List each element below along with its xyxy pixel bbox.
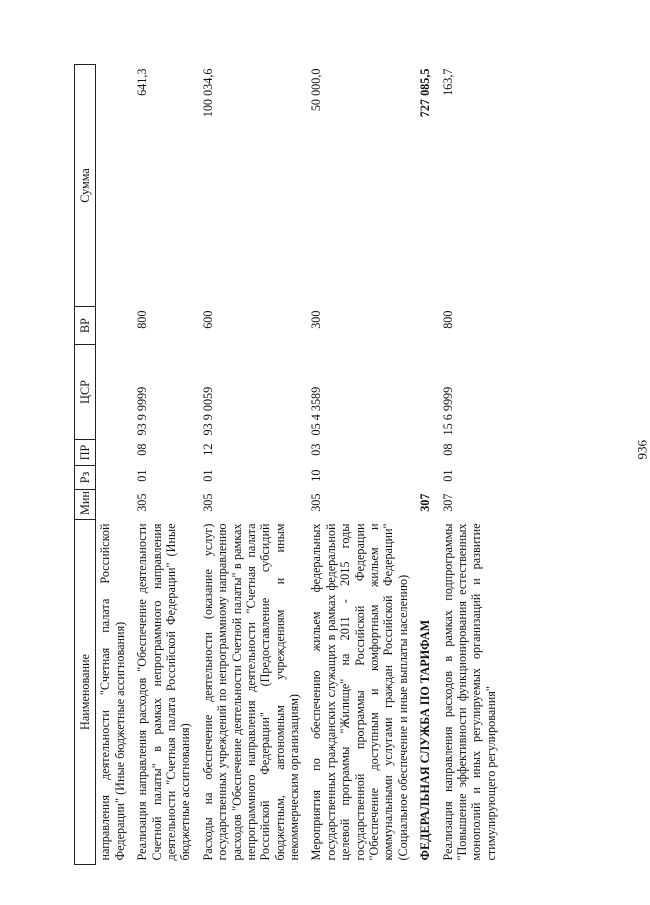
table-row [96, 65, 129, 865]
row-min-cell: 307 [440, 493, 455, 512]
row-csr-cell: 05 4 3589 [309, 386, 324, 436]
row-sum-cell: 163,7 [440, 68, 455, 96]
row-pr-cell: 08 [440, 443, 455, 456]
rotated-page-content [74, 65, 604, 865]
row-rz-cell [96, 466, 129, 490]
row-vr-cell [96, 307, 129, 345]
row-min-cell: 305 [135, 493, 150, 512]
row-sum-cell: 50 000,0 [309, 68, 324, 112]
row-name-cell: ФЕДЕРАЛЬНАЯ СЛУЖБА ПО ТАРИФАМ [418, 619, 433, 861]
row-pr-cell [96, 440, 129, 466]
row-vr-cell: 800 [135, 310, 150, 329]
row-rz-cell: 10 [309, 469, 324, 482]
row-csr-cell [96, 345, 129, 440]
table-row [303, 65, 412, 865]
row-rz-cell: 01 [135, 469, 150, 482]
table-header [75, 65, 96, 865]
row-min-cell: 307 [418, 493, 433, 512]
header-name: Наименование [75, 520, 96, 865]
header-rz: Рз [75, 466, 96, 490]
budget-table [74, 64, 500, 865]
row-vr-cell: 600 [200, 310, 215, 329]
table-body [96, 65, 500, 865]
row-pr-cell: 12 [200, 443, 215, 456]
header-sum: Сумма [75, 65, 96, 307]
row-min-cell [96, 490, 129, 520]
row-name-cell: направления деятельности "Счетная палата Российской Федерации" (Иные бюджетные ассигнования) [98, 523, 127, 861]
header-pr: ПР [75, 440, 96, 466]
table-row [412, 65, 434, 865]
row-pr-cell: 03 [309, 443, 324, 456]
row-pr-cell [412, 440, 434, 466]
row-pr-cell: 08 [135, 443, 150, 456]
row-min-cell: 305 [200, 493, 215, 512]
row-name-cell: Реализация направления расходов "Обеспечение деятельности Счетной палаты" в рамках непрограммного направления деятельности "Счетная палата Российской Федерации" (Иные бюджетные ассигнования) [135, 523, 193, 861]
row-rz-cell: 01 [440, 469, 455, 482]
row-sum-cell: 100 034,6 [200, 68, 215, 118]
row-name-cell: Реализация направления расходов в рамках подпрограммы "Повышение эффективности функционирования естественных монополий и иных регулируемых организаций и развитие стимулирующего регулирования" [440, 523, 498, 861]
row-rz-cell: 01 [200, 469, 215, 482]
page-number: 936 [634, 440, 649, 460]
row-sum-cell: 641,3 [135, 68, 150, 96]
row-name-cell: Мероприятия по обеспечению жильем федеральных государственных гражданских служащих в рамках федеральной целевой программы "Жилище" на 2011 - 2015 годы государственной программы Российской Федерации "Обеспечение доступным и комфортным жильем и коммунальными услугами граждан Российской Федерации" (Социальное обеспечение и иные выплаты населению) [309, 523, 410, 861]
row-sum-cell [96, 65, 129, 307]
row-sum-cell: 727 085,5 [418, 68, 433, 118]
row-csr-cell: 93 9 9999 [135, 386, 150, 436]
header-vr: ВР [75, 307, 96, 345]
table-row [435, 65, 501, 865]
row-name-cell: Расходы на обеспечение деятельности (оказание услуг) государственных учреждений по непрограммному направлению расходов "Обеспечение деятельности Счетной палаты" в рамках непрограммного направления деятельности "Счетная палата Российской Федерации" (Предоставление субсидий бюджетным, автономным учреждениям и иным некоммерческим организациям) [200, 523, 302, 861]
row-rz-cell [412, 466, 434, 490]
row-vr-cell: 300 [309, 310, 324, 329]
table-row [129, 65, 195, 865]
row-csr-cell: 15 6 9999 [440, 386, 455, 436]
row-min-cell: 305 [309, 493, 324, 512]
table-row [195, 65, 304, 865]
row-vr-cell: 800 [440, 310, 455, 329]
row-csr-cell [412, 345, 434, 440]
header-min: Мин [75, 490, 96, 520]
row-csr-cell: 93 9 0059 [200, 386, 215, 436]
row-vr-cell [412, 307, 434, 345]
header-csr: ЦСР [75, 345, 96, 440]
